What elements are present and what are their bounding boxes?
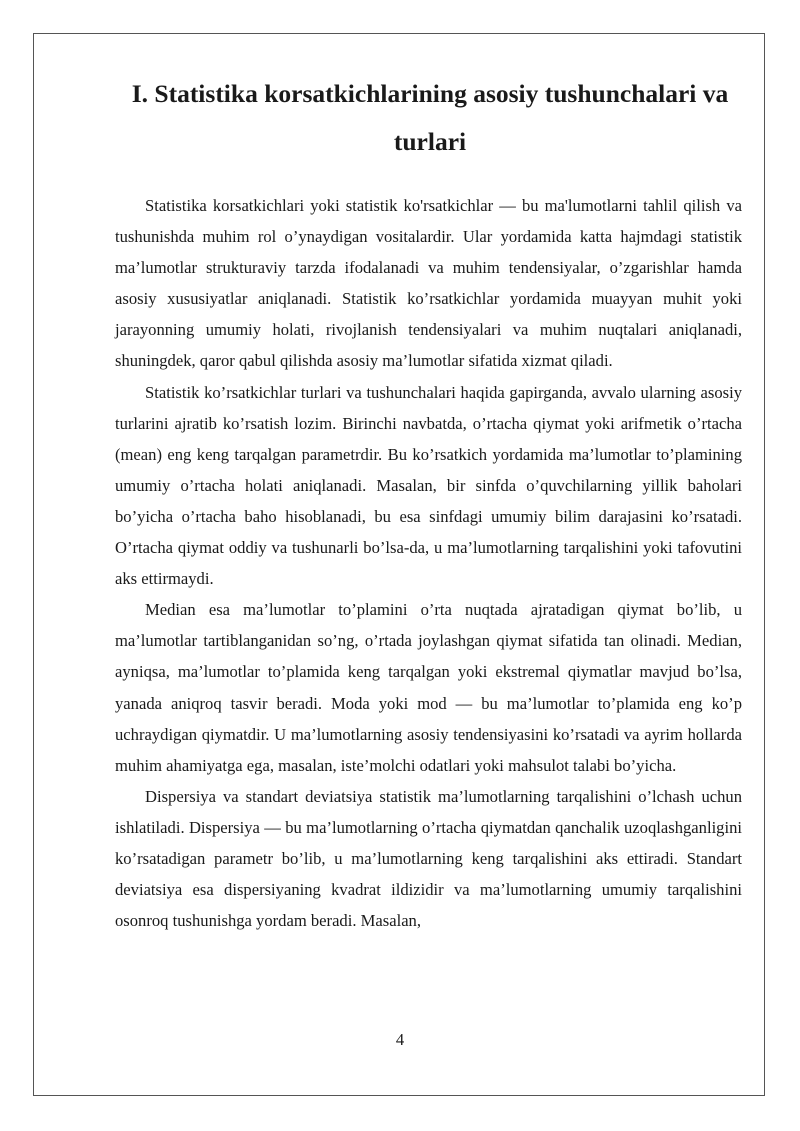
paragraph-2: Statistik ko’rsatkichlar turlari va tushunchalari haqida gapirganda, avvalo ularning asosiy turlarini ajratib ko’rsatish lozim. Birinchi navbatda, o’rtacha qiymat yoki arifmetik o’rtacha (mean) eng keng tarqalgan parametrdir. Bu ko’rsatkich yordamida ma’lumotlar to’plamining umumiy o’rtacha holati aniqlanadi. Masalan, bir sinfda o’quvchilarning yillik baholari bo’yicha o’rtacha baho hisoblanadi, bu esa sinfdagi umumiy bilim darajasini ko’rsatadi. O’rtacha qiymat oddiy va tushunarli bo’lsa-da, u ma’lumotlarning tarqalishini yoki tafovutini aks ettirmaydi. <box>115 382 742 589</box>
paragraph-1: Statistika korsatkichlari yoki statistik ko'rsatkichlar — bu ma'lumotlarni tahlil qilish va tushunishda muhim rol o’ynaydigan vositalardir. Ular yordamida katta hajmdagi statistik ma’lumotlar strukturaviy tarzda ifodalanadi va muhim tendensiyalar, o’zgarishlar hamda asosiy xususiyatlar aniqlanadi. Statistik ko’rsatkichlar yordamida muayyan muhit yoki jarayonning umumiy holati, rivojlanish tendensiyalari va muhim nuqtalari aniqlanadi, shuningdek, qaror qabul qilishda asosiy ma’lumotlar sifatida xizmat qiladi. <box>115 196 742 371</box>
paragraph-4: Dispersiya va standart deviatsiya statistik ma’lumotlarning tarqalishini o’lchash uchun ishlatiladi. Dispersiya — bu ma’lumotlarning o’rtacha qiymatdan qanchalik uzoqlashganligini ko’rsatadigan parametr bo’lib, u ma’lumotlarning keng tarqalishini aks ettiradi. Standart deviatsiya esa dispersiyaning kvadrat ildizidir va ma’lumotlarning umumiy tarqalishini osonroq tushunishga yordam beradi. Masalan, <box>115 786 742 931</box>
page-number: 4 <box>395 1030 405 1049</box>
body-text <box>115 190 742 936</box>
section-title: I. Statistika korsatkichlarining asosiy tushunchalari va turlari <box>131 79 729 156</box>
paragraph-3: Median esa ma’lumotlar to’plamini o’rta nuqtada ajratadigan qiymat bo’lib, u ma’lumotlar tartiblanganidan so’ng, o’rtada joylashgan qiymat sifatida tan olinadi. Median, ayniqsa, ma’lumotlar to’plamida keng tarqalgan yoki ekstremal qiymatlar mavjud bo’lsa, yanada aniqroq tasvir beradi. Moda yoki mod — bu ma’lumotlar to’plamida eng ko’p uchraydigan qiymatdir. U ma’lumotlarning asosiy tendensiyasini ko’rsatadi va ayrim hollarda muhim ahamiyatga ega, masalan, iste’molchi odatlari yoki mahsulot talabi bo’yicha. <box>115 600 742 775</box>
